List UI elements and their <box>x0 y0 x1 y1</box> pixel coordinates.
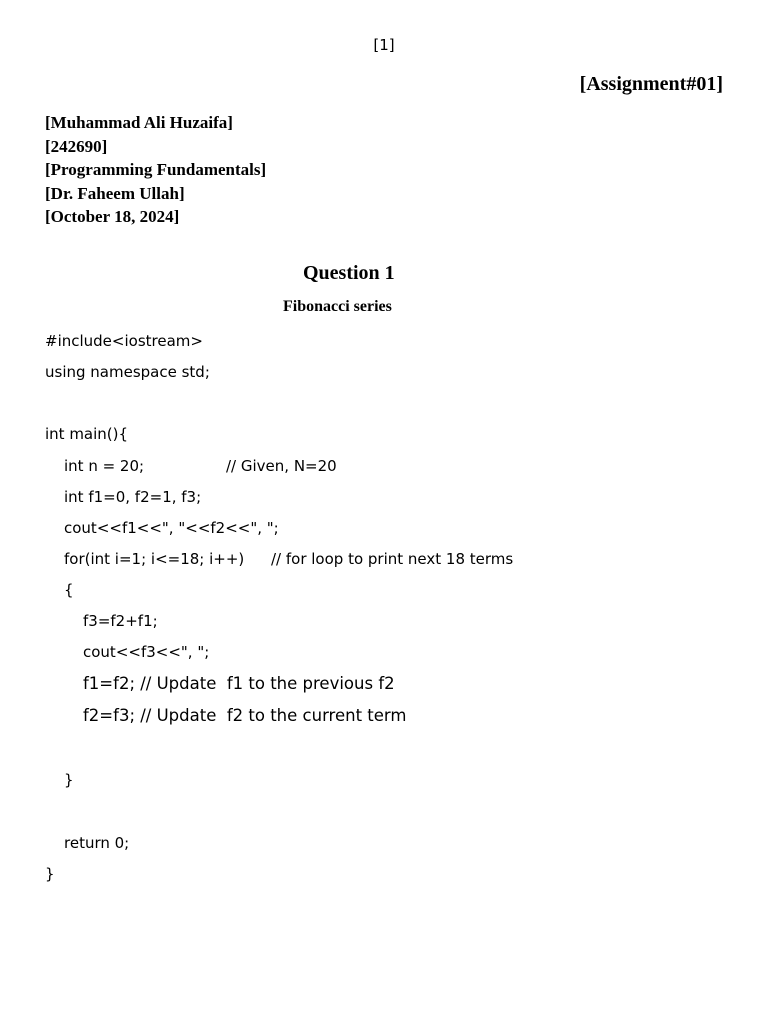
code-line-int-n: int n = 20; <box>64 457 145 475</box>
code-line-cout-initial: cout<<f1<<", "<<f2<<", "; <box>64 519 279 537</box>
page-number: [1] <box>373 36 395 54</box>
code-line-close-brace-inner: } <box>64 771 74 789</box>
code-line-open-brace: { <box>64 581 74 599</box>
code-comment-for-loop: // for loop to print next 18 terms <box>271 550 514 568</box>
code-line-int-f: int f1=0, f2=1, f3; <box>64 488 202 506</box>
code-line-f3-assign: f3=f2+f1; <box>83 612 158 630</box>
code-line-cout-f3: cout<<f3<<", "; <box>83 643 210 661</box>
code-line-main: int main(){ <box>45 425 129 443</box>
student-name: [Muhammad Ali Huzaifa] <box>45 113 233 132</box>
assignment-title: [Assignment#01] <box>579 73 723 95</box>
instructor-name: [Dr. Faheem Ullah] <box>45 183 185 203</box>
code-line-using: using namespace std; <box>45 363 210 381</box>
code-line-include: #include<iostream> <box>45 332 203 350</box>
code-line-close-brace-outer: } <box>45 865 55 883</box>
code-line-f2-update: f2=f3; // Update f2 to the current term <box>83 706 407 725</box>
code-comment-int-n: // Given, N=20 <box>226 457 337 475</box>
code-line-return: return 0; <box>64 834 130 852</box>
submission-date: [October 18, 2024] <box>45 207 180 227</box>
info-block <box>45 111 266 229</box>
student-id: [242690] <box>45 136 108 156</box>
question-title: Question 1 <box>303 262 395 284</box>
course-name: [Programming Fundamentals] <box>45 160 267 180</box>
code-line-f1-update: f1=f2; // Update f1 to the previous f2 <box>83 674 395 693</box>
question-subtitle: Fibonacci series <box>283 298 392 315</box>
code-line-for-loop: for(int i=1; i<=18; i++) <box>64 550 245 568</box>
